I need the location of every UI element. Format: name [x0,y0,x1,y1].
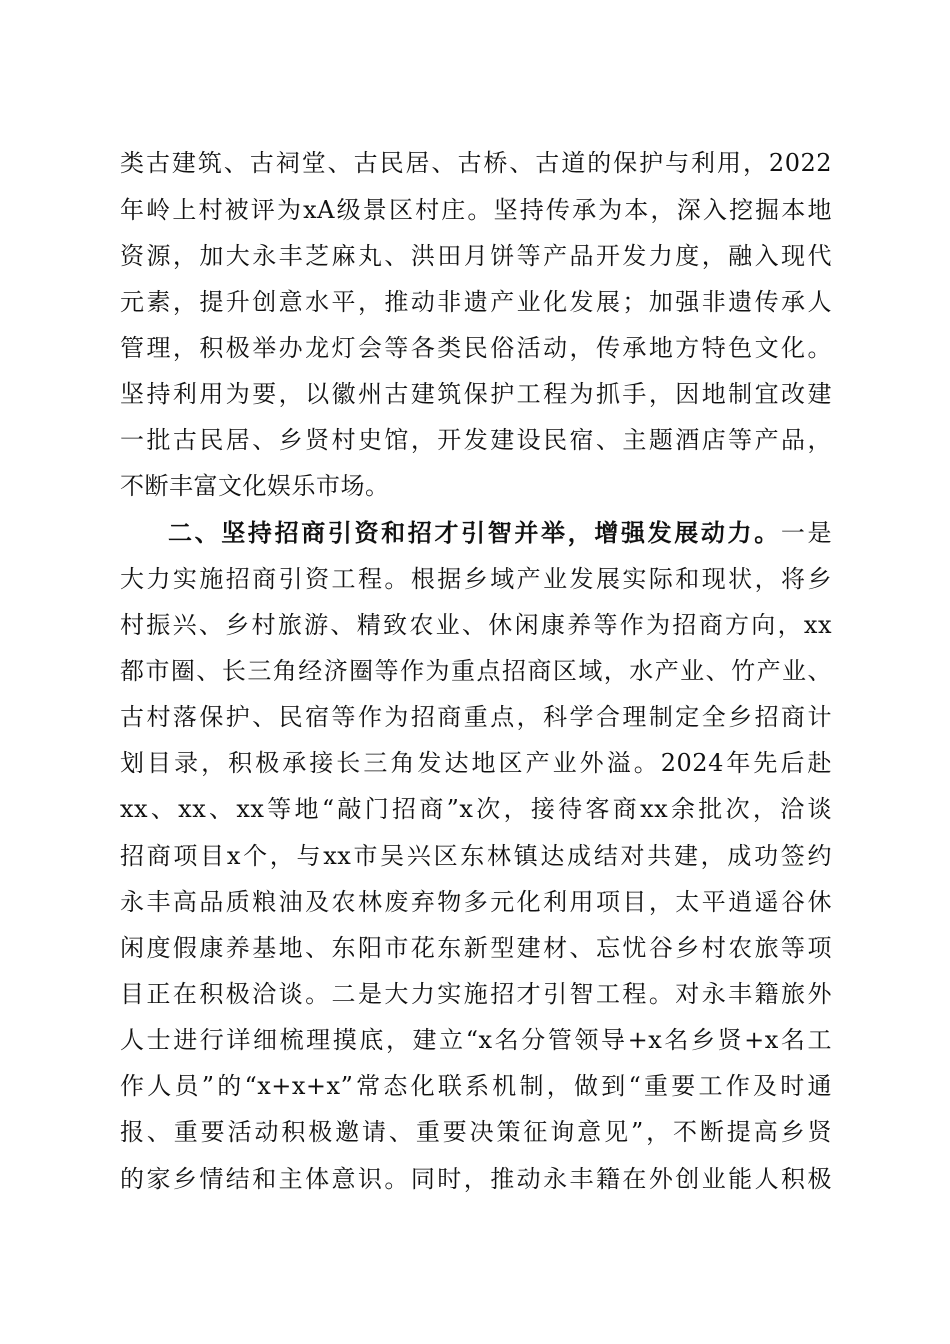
body-line: 资源，加大永丰芝麻丸、洪田月饼等产品开发力度，融入现代 [120,242,832,270]
body-line: 划目录，积极承接长三角发达地区产业外溢。2024年先后赴 [120,749,832,777]
body-line: 报、重要活动积极邀请、重要决策征询意见”，不断提高乡贤 [120,1118,832,1146]
body-line: 管理，积极举办龙灯会等各类民俗活动，传承地方特色文化。 [120,334,832,362]
body-line: 大力实施招商引资工程。根据乡域产业发展实际和现状，将乡 [120,565,832,593]
body-line: 村振兴、乡村旅游、精致农业、休闲康养等作为招商方向，xx [120,611,832,639]
body-line: 招商项目x个，与xx市吴兴区东林镇达成结对共建，成功签约 [120,842,832,870]
body-line: 不断丰富文化娱乐市场。 [120,472,390,500]
section-heading: 二、坚持招商引资和招才引智并举，增强发展动力。 [168,518,781,547]
section-heading-line [168,513,832,553]
body-line: 一批古民居、乡贤村史馆，开发建设民宿、主题酒店等产品， [120,426,832,454]
section-heading-tail: 一是 [780,519,833,547]
body-line: 元素，提升创意水平，推动非遗产业化发展；加强非遗传承人 [120,288,832,316]
body-line: xx、xx、xx等地“敲门招商”x次，接待客商xx余批次，洽谈 [120,795,832,823]
body-line: 永丰高品质粮油及农林废弃物多元化利用项目，太平逍遥谷休 [120,888,832,916]
body-line: 年岭上村被评为xA级景区村庄。坚持传承为本，深入挖掘本地 [120,196,832,224]
body-line: 人士进行详细梳理摸底，建立“x名分管领导+x名乡贤+x名工 [120,1026,832,1054]
body-line: 都市圈、长三角经济圈等作为重点招商区域，水产业、竹产业、 [120,657,832,685]
body-line: 目正在积极洽谈。二是大力实施招才引智工程。对永丰籍旅外 [120,980,832,1008]
body-line: 古村落保护、民宿等作为招商重点，科学合理制定全乡招商计 [120,703,832,731]
body-line: 的家乡情结和主体意识。同时，推动永丰籍在外创业能人积极 [120,1165,832,1193]
body-line: 闲度假康养基地、东阳市花东新型建材、忘忧谷乡村农旅等项 [120,934,832,962]
body-line: 类古建筑、古祠堂、古民居、古桥、古道的保护与利用，2022 [120,149,832,177]
body-line: 作人员”的“x+x+x”常态化联系机制，做到“重要工作及时通 [120,1072,832,1100]
body-line: 坚持利用为要，以徽州古建筑保护工程为抓手，因地制宜改建 [120,380,832,408]
